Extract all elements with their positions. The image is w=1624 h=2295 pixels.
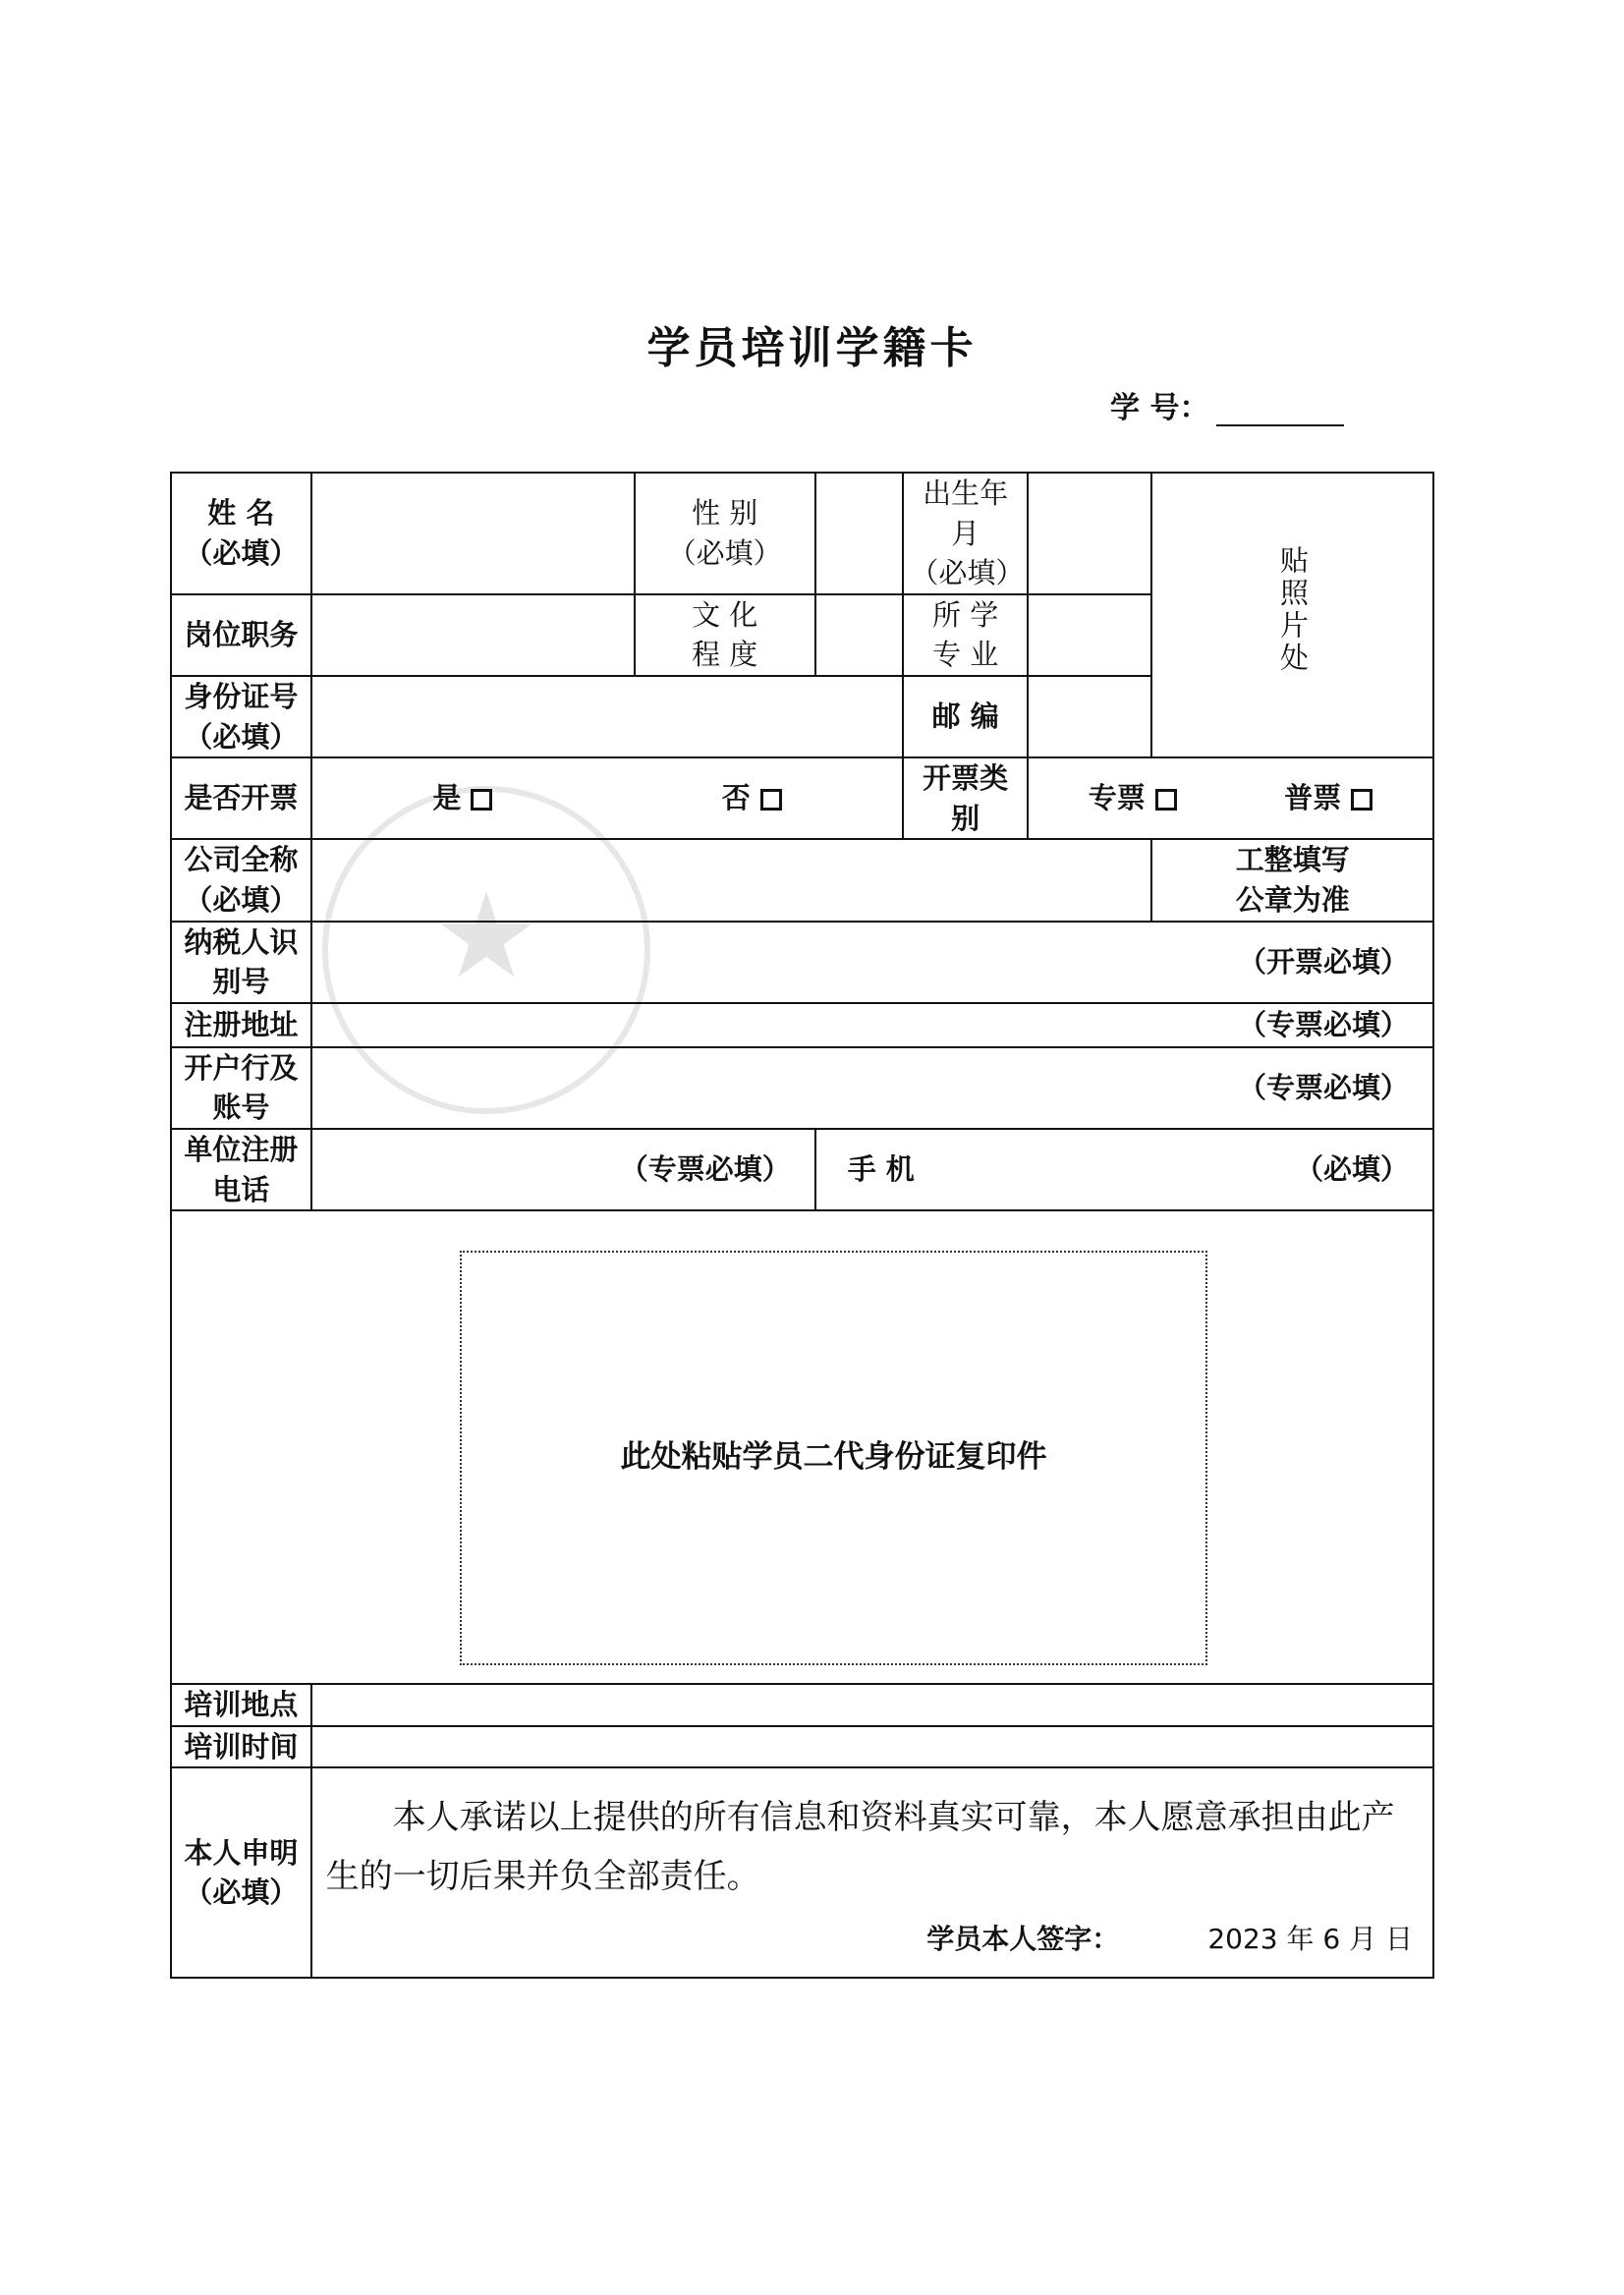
seal-star-icon: ★ (433, 868, 539, 1005)
special-invoice-option[interactable]: 专票 (1089, 778, 1177, 818)
address-label: 注册地址 (171, 1003, 311, 1047)
training-place-label: 培训地点 (171, 1684, 311, 1726)
education-input[interactable] (815, 594, 904, 676)
normal-invoice-option[interactable]: 普票 (1284, 778, 1372, 818)
company-phone-note: （专票必填） (619, 1152, 791, 1187)
special-invoice-checkbox[interactable] (1155, 789, 1177, 811)
mobile-label: 手 机 (847, 1152, 915, 1187)
postcode-label: 邮 编 (903, 676, 1028, 757)
invoice-options (311, 757, 904, 839)
invoice-type-label: 开票类别 (903, 757, 1028, 839)
birth-input[interactable] (1028, 473, 1152, 594)
invoice-yes-checkbox[interactable] (471, 789, 492, 811)
training-time-input[interactable] (311, 1726, 1433, 1768)
major-input[interactable] (1028, 594, 1152, 676)
name-input[interactable] (311, 473, 635, 594)
signature-line[interactable] (312, 1906, 1432, 1966)
invoice-no-checkbox[interactable] (760, 789, 782, 811)
mobile-field[interactable] (815, 1129, 1433, 1210)
id-number-input[interactable] (311, 676, 904, 757)
company-name-note: 工整填写 公章为准 (1151, 839, 1433, 921)
education-label: 文 化 程 度 (635, 594, 815, 676)
company-name-label: 公司全称 （必填） (171, 839, 311, 921)
address-note: （专票必填） (1237, 1007, 1409, 1041)
id-copy-area (171, 1210, 1433, 1684)
birth-label: 出生年月 （必填） (903, 473, 1028, 594)
training-place-input[interactable] (311, 1684, 1433, 1726)
bank-account-note: （专票必填） (1237, 1071, 1409, 1105)
taxpayer-id-input[interactable] (311, 922, 1433, 1003)
address-input[interactable] (311, 1003, 1433, 1047)
id-copy-box[interactable]: 此处粘贴学员二代身份证复印件 (460, 1251, 1207, 1665)
student-number (1110, 383, 1344, 426)
invoice-type-options (1028, 757, 1433, 839)
invoice-yes-option[interactable]: 是 (432, 778, 492, 818)
gender-label: 性 别 （必填） (635, 473, 815, 594)
declaration-content (311, 1767, 1433, 1978)
invoice-label: 是否开票 (171, 757, 311, 839)
position-label: 岗位职务 (171, 594, 311, 676)
declaration-label: 本人申明 （必填） (171, 1767, 311, 1978)
company-name-input[interactable] (311, 839, 1152, 921)
company-phone-input[interactable] (311, 1129, 815, 1210)
name-label: 姓 名 （必填） (171, 473, 311, 594)
bank-account-input[interactable] (311, 1047, 1433, 1129)
mobile-note: （必填） (1294, 1152, 1409, 1187)
form-title: 学员培训学籍卡 (646, 323, 978, 373)
student-number-field[interactable] (1216, 395, 1344, 426)
gender-input[interactable] (815, 473, 904, 594)
company-phone-label: 单位注册 电话 (171, 1129, 311, 1210)
position-input[interactable] (311, 594, 635, 676)
taxpayer-id-label: 纳税人识 别号 (171, 922, 311, 1003)
declaration-text: 本人承诺以上提供的所有信息和资料真实可靠，本人愿意承担由此产生的一切后果并负全部责任。 (325, 1798, 1395, 1896)
postcode-input[interactable] (1028, 676, 1152, 757)
training-time-label: 培训时间 (171, 1726, 311, 1768)
student-number-label: 学 号： (1110, 391, 1209, 425)
bank-account-label: 开户行及 账号 (171, 1047, 311, 1129)
major-label: 所 学 专 业 (903, 594, 1028, 676)
invoice-no-option[interactable]: 否 (722, 778, 782, 818)
signature-label: 学员本人签字： (926, 1923, 1120, 1956)
normal-invoice-checkbox[interactable] (1351, 789, 1372, 811)
photo-area[interactable]: 贴照片处 (1151, 473, 1433, 757)
signature-date: 2023 年 6 月 日 (1207, 1923, 1413, 1956)
taxpayer-id-note: （开票必填） (1237, 944, 1409, 979)
id-number-label: 身份证号 （必填） (171, 676, 311, 757)
registration-form (170, 472, 1434, 1979)
